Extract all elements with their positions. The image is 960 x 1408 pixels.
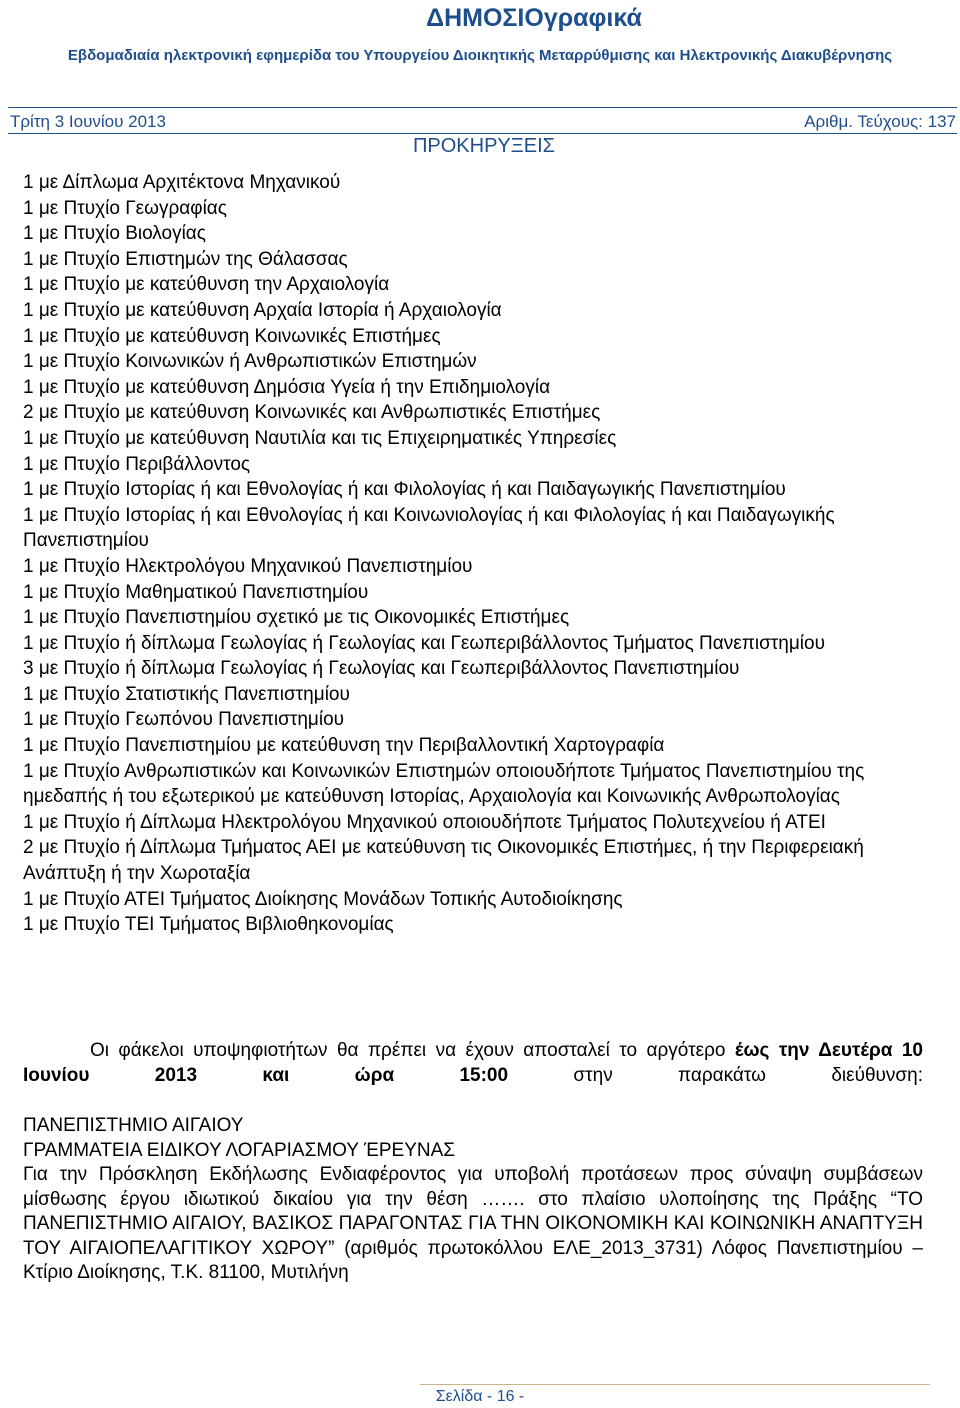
list-item: 2 με Πτυχίο με κατεύθυνση Κοινωνικές και Ανθρωπιστικές Επιστήμες — [23, 402, 601, 424]
list-item: 1 με Πτυχίο Γεωγραφίας — [23, 197, 227, 219]
footer-divider — [420, 1384, 930, 1385]
list-item: 1 με Δίπλωμα Αρχιτέκτονα Μηχανικού — [23, 172, 341, 193]
list-item: 1 με Πτυχίο Περιβάλλοντος — [23, 453, 251, 475]
page-number: Σελίδα - 16 - — [435, 1388, 525, 1405]
list-item: 1 με Πτυχίο με κατεύθυνση Δημόσια Υγεία ή την Επιδημιολογία — [23, 376, 551, 398]
list-item: 1 με Πτυχίο ή δίπλωμα Γεωλογίας ή Γεωλογίας και Γεωπεριβάλλοντος Τμήματος Πανεπιστημίου — [23, 632, 825, 654]
list-item: 2 με Πτυχίο ή Δίπλωμα Τμήματος ΑΕΙ με κατεύθυνση τις Οικονομικές Επιστήμες, ή την Περιφερειακή Ανάπτυξη ή την Χωροταξία — [23, 837, 864, 885]
issue-number: Αριθμ. Τεύχους: 137 — [804, 112, 956, 131]
address-details: Για την Πρόσκληση Εκδήλωσης Ενδιαφέροντος για υποβολή προτάσεων προς σύναψη συμβάσεων μίσθωσης έργου ιδιωτικού δικαίου για την θέση ……. στο πλαίσιο υλοποίησης της Πράξης “ΤΟ ΠΑΝΕΠΙΣΤΗΜΙΟ ΑΙΓΑΙΟΥ, ΒΑΣΙΚΟΣ ΠΑΡΑΓΟΝΤΑΣ ΓΙΑ ΤΗΝ ΟΙΚΟΝΟΜΙΚΗ ΚΑΙ ΚΟΙΝΩΝΙΚΗ ΑΝΑΠΤΥΞΗ ΤΟΥ ΑΙΓΑΙΟΠΕΛΑΓΙΤΙΚΟΥ ΧΩΡΟΥ” (αριθμός πρωτοκόλλου ΕΛΕ_2013_3731) Λόφος Πανεπιστημίου – Κτίριο Διοίκησης, Τ.Κ. 81100, Μυτιλήνη — [23, 1164, 923, 1283]
deadline-paragraph — [23, 1038, 923, 1088]
list-item: 1 με Πτυχίο Ηλεκτρολόγου Μηχανικού Πανεπιστημίου — [23, 555, 473, 577]
list-item: 1 με Πτυχίο Βιολογίας — [23, 223, 206, 245]
address-block — [23, 1114, 923, 1286]
list-item: 1 με Πτυχίο με κατεύθυνση Ναυτιλία και τις Επιχειρηματικές Υπηρεσίες — [23, 427, 617, 449]
section-title: ΠΡΟΚΗΡΥΞΕΙΣ — [412, 135, 556, 157]
list-item: 1 με Πτυχίο Πανεπιστημίου σχετικό με τις Οικονομικές Επιστήμες — [23, 607, 570, 629]
issue-date: Τρίτη 3 Ιουνίου 2013 — [10, 112, 166, 131]
list-item: 1 με Πτυχίο με κατεύθυνση Αρχαία Ιστορία ή Αρχαιολογία — [23, 299, 502, 321]
list-item: 1 με Πτυχίο ΤΕΙ Τμήματος Βιβλιοθηκονομίας — [23, 914, 394, 936]
list-item: 1 με Πτυχίο Επιστημών της Θάλασσας — [23, 248, 348, 270]
list-item: 3 με Πτυχίο ή δίπλωμα Γεωλογίας ή Γεωλογίας και Γεωπεριβάλλοντος Πανεπιστημίου — [23, 658, 740, 680]
list-item: 1 με Πτυχίο ή Δίπλωμα Ηλεκτρολόγου Μηχανικού οποιουδήποτε Τμήματος Πολυτεχνείου ή ΑΤΕΙ — [23, 811, 826, 833]
masthead — [0, 2, 960, 66]
list-item: 1 με Πτυχίο Ανθρωπιστικών και Κοινωνικών Επιστημών οποιουδήποτε Τμήματος Πανεπιστημίου της ημεδαπής ή του εξωτερικού με κατεύθυνση Ιστορίας, Αρχαιολογία και Κοινωνικής Ανθρωπολογίας — [23, 760, 865, 808]
deadline-text-end: στην παρακάτω διεύθυνση: — [573, 1065, 924, 1086]
deadline-text: Οι φάκελοι υποψηφιοτήτων θα πρέπει να έχουν αποσταλεί το αργότερο — [90, 1040, 726, 1061]
header-divider — [8, 107, 957, 108]
newspaper-title: ΔΗΜΟΣΙΟγραφικά — [426, 4, 642, 32]
dateline — [10, 111, 956, 133]
list-item: 1 με Πτυχίο Γεωπόνου Πανεπιστημίου — [23, 709, 345, 731]
list-item: 1 με Πτυχίο με κατεύθυνση την Αρχαιολογία — [23, 274, 390, 296]
address-university: ΠΑΝΕΠΙΣΤΗΜΙΟ ΑΙΓΑΙΟΥ — [23, 1115, 244, 1136]
positions-list — [23, 170, 928, 938]
newspaper-subtitle: Εβδομαδιαία ηλεκτρονική εφημερίδα του Υπουργείου Διοικητικής Μεταρρύθμισης και Ηλεκτρονικής Διακυβέρνησης — [67, 47, 893, 64]
list-item: 1 με Πτυχίο Ιστορίας ή και Εθνολογίας ή και Κοινωνιολογίας ή και Φιλολογίας ή και Παιδαγωγικής Πανεπιστημίου — [23, 504, 835, 552]
list-item: 1 με Πτυχίο με κατεύθυνση Κοινωνικές Επιστήμες — [23, 325, 441, 347]
list-item: 1 με Πτυχίο Ιστορίας ή και Εθνολογίας ή και Φιλολογίας ή και Παιδαγωγικής Πανεπιστημίου — [23, 479, 786, 501]
list-item: 1 με Πτυχίο Στατιστικής Πανεπιστημίου — [23, 683, 350, 705]
list-item: 1 με Πτυχίο Μαθηματικού Πανεπιστημίου — [23, 581, 369, 603]
deadline-date: έως την Δευτέρα 10 Ιουνίου 2013 και ώρα 15:00 — [23, 1040, 923, 1086]
address-office: ΓΡΑΜΜΑΤΕΙΑ ΕΙΔΙΚΟΥ ΛΟΓΑΡΙΑΣΜΟΥ ΈΡΕΥΝΑΣ — [23, 1139, 456, 1161]
list-item: 1 με Πτυχίο ΑΤΕΙ Τμήματος Διοίκησης Μονάδων Τοπικής Αυτοδιοίκησης — [23, 888, 623, 910]
list-item: 1 με Πτυχίο Κοινωνικών ή Ανθρωπιστικών Επιστημών — [23, 351, 477, 373]
list-item: 1 με Πτυχίο Πανεπιστημίου με κατεύθυνση την Περιβαλλοντική Χαρτογραφία — [23, 735, 665, 757]
